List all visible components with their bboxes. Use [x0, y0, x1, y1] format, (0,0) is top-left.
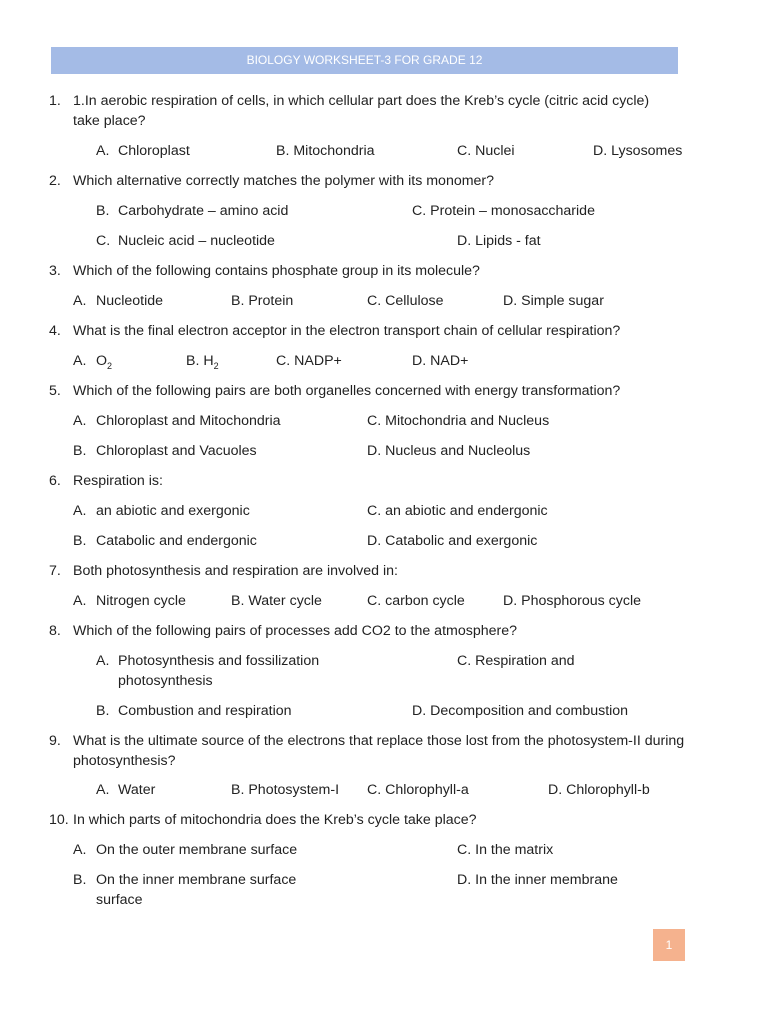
question-text: Respiration is: [73, 473, 163, 489]
option-letter: A. [73, 413, 87, 429]
option-d: D. NAD+ [412, 353, 469, 369]
question-text: Which of the following pairs are both organelles concerned with energy transformation? [73, 383, 621, 399]
question-number: 6. [49, 473, 61, 489]
option-letter: C. [96, 233, 111, 249]
question-text-continued: photosynthesis? [73, 753, 176, 769]
option-b: Catabolic and endergonic [96, 533, 257, 549]
option-letter: A. [73, 842, 87, 858]
option-d: D. Catabolic and exergonic [367, 533, 538, 549]
option-letter: B. [73, 443, 87, 459]
option-letter: B. [96, 703, 110, 719]
question-text: Which alternative correctly matches the polymer with its monomer? [73, 173, 495, 189]
option-a: Chloroplast [118, 143, 190, 159]
option-c: C. NADP+ [276, 353, 342, 369]
question-number: 1. [49, 93, 61, 109]
option-a: Nitrogen cycle [96, 593, 186, 609]
option-c: C. Chlorophyll-a [367, 782, 469, 798]
question-text: Which of the following pairs of processes add CO2 to the atmosphere? [73, 623, 517, 639]
option-c: C. In the matrix [457, 842, 554, 858]
option-b: Carbohydrate – amino acid [118, 203, 289, 219]
option-b: Chloroplast and Vacuoles [96, 443, 257, 459]
page-number: 1 [665, 938, 673, 952]
option-letter: B. [73, 872, 87, 888]
formula-subscript: 2 [107, 360, 113, 371]
option-b: On the inner membrane surface [96, 872, 297, 888]
formula-subscript: 2 [213, 360, 219, 371]
option-a [96, 352, 112, 375]
option-letter: A. [73, 503, 87, 519]
option-d: D. Decomposition and combustion [412, 703, 629, 719]
worksheet-header [51, 47, 678, 74]
option-d: D. Simple sugar [503, 293, 604, 309]
formula-text: B. H [186, 353, 214, 369]
option-letter: A. [73, 593, 87, 609]
option-b: B. Mitochondria [276, 143, 375, 159]
option-letter: A. [96, 143, 110, 159]
option-c: C. Mitochondria and Nucleus [367, 413, 550, 429]
question-text: 1.In aerobic respiration of cells, in which cellular part does the Kreb’s cycle (citric acid cycle) [73, 93, 650, 109]
question-number: 5. [49, 383, 61, 399]
option-b [186, 352, 219, 375]
option-a: an abiotic and exergonic [96, 503, 250, 519]
question-text: What is the final electron acceptor in the electron transport chain of cellular respiration? [73, 323, 621, 339]
question-text: In which parts of mitochondria does the Kreb’s cycle take place? [73, 812, 477, 828]
question-text: Both photosynthesis and respiration are involved in: [73, 563, 398, 579]
question-number: 4. [49, 323, 61, 339]
option-a: Water [118, 782, 156, 798]
question-text: Which of the following contains phosphate group in its molecule? [73, 263, 480, 279]
option-c: C. Cellulose [367, 293, 444, 309]
question-text: What is the ultimate source of the electrons that replace those lost from the photosystem-II during [73, 733, 685, 749]
option-c: C. Protein – monosaccharide [412, 203, 595, 219]
option-letter: B. [96, 203, 110, 219]
option-c: C. Respiration and [457, 653, 575, 669]
question-number: 7. [49, 563, 61, 579]
option-letter: A. [73, 353, 87, 369]
page-number-badge [653, 929, 685, 961]
option-a: Nucleotide [96, 293, 164, 309]
option-d: D. Chlorophyll-b [548, 782, 650, 798]
formula-text: O [96, 353, 108, 369]
option-letter: A. [96, 782, 110, 798]
option-c: C. an abiotic and endergonic [367, 503, 548, 519]
option-letter: A. [96, 653, 110, 669]
option-b-continued: surface [96, 892, 143, 908]
option-b: Combustion and respiration [118, 703, 292, 719]
option-letter: A. [73, 293, 87, 309]
option-a: On the outer membrane surface [96, 842, 298, 858]
option-d: D. Phosphorous cycle [503, 593, 642, 609]
option-c: C. carbon cycle [367, 593, 465, 609]
question-text-continued: take place? [73, 113, 146, 129]
option-c-continued: photosynthesis [118, 673, 213, 689]
option-a: Photosynthesis and fossilization [118, 653, 320, 669]
option-d: D. Lysosomes [593, 143, 683, 159]
question-number: 10. [49, 812, 69, 828]
option-d: D. In the inner membrane [457, 872, 618, 888]
question-number: 2. [49, 173, 61, 189]
question-number: 8. [49, 623, 61, 639]
option-d: D. Lipids - fat [457, 233, 541, 249]
option-b: B. Protein [231, 293, 294, 309]
option-b: B. Photosystem-I [231, 782, 340, 798]
worksheet-title: BIOLOGY WORKSHEET-3 FOR GRADE 12 [246, 53, 483, 67]
option-c: C. Nuclei [457, 143, 515, 159]
question-number: 3. [49, 263, 61, 279]
option-b: B. Water cycle [231, 593, 322, 609]
question-number: 9. [49, 733, 61, 749]
option-d: D. Nucleus and Nucleolus [367, 443, 531, 459]
option-letter: B. [73, 533, 87, 549]
option-a: Chloroplast and Mitochondria [96, 413, 281, 429]
option-c: Nucleic acid – nucleotide [118, 233, 275, 249]
